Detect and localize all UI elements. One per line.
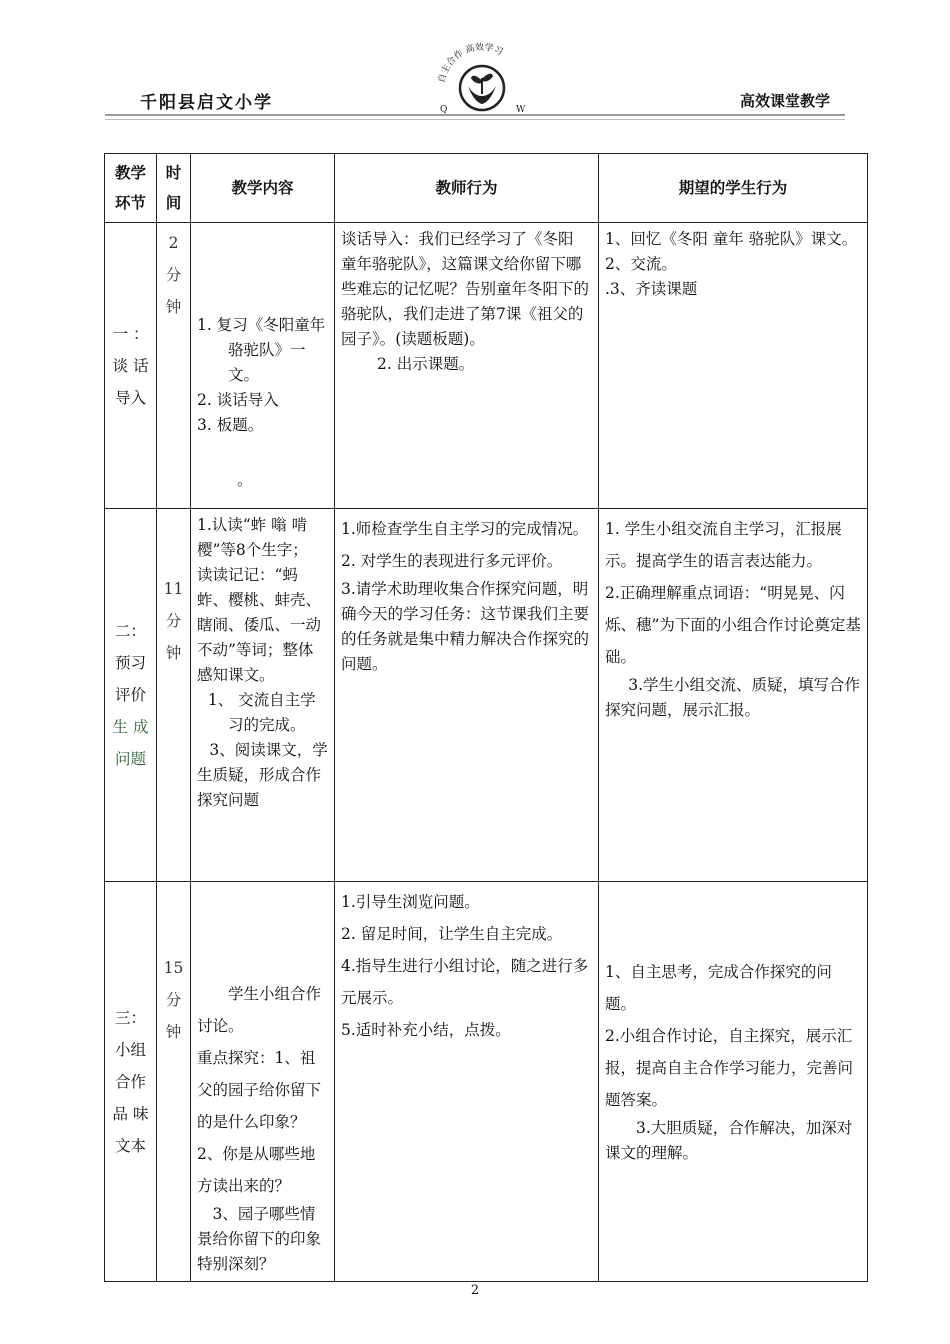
teacher-cell	[335, 509, 599, 882]
time-line: 钟	[165, 1023, 182, 1041]
student-cell	[599, 223, 868, 509]
content-cell	[191, 223, 335, 509]
teacher-item: 5.适时补充小结，点拨。	[341, 1021, 511, 1039]
time-line: 钟	[165, 644, 182, 662]
teacher-item: 2. 留足时间，让学生自主完成。	[341, 925, 563, 943]
student-item: 2.小组合作讨论，自主探究，展示汇报，提高自主合作学习能力，完善问题答案。	[605, 1027, 854, 1109]
stage-cell	[105, 223, 157, 509]
logo-q: Q	[440, 105, 448, 115]
header-stage: 教学环节	[105, 154, 157, 223]
header-rule-thin	[105, 119, 845, 120]
stage-line: 二：	[114, 622, 146, 640]
logo-w: W	[516, 105, 526, 115]
teacher-cell	[335, 882, 599, 1282]
teacher-cell	[335, 223, 599, 509]
student-item: 3.学生小组交流、质疑，填写合作探究问题，展示汇报。	[605, 676, 861, 719]
student-item: .3、齐读课题	[605, 280, 698, 298]
table-row	[105, 223, 868, 509]
student-cell	[599, 882, 868, 1282]
content-item: 2. 谈话导入	[197, 391, 279, 409]
student-item: 1. 学生小组交流自主学习，汇报展示。提高学生的语言表达能力。	[605, 520, 842, 570]
teacher-item: 2. 对学生的表现进行多元评价。	[341, 552, 563, 570]
header-slogan: 高效课堂教学	[739, 92, 830, 110]
logo-arc-text: 自主合作 高效学习	[437, 42, 505, 84]
page-number: 2	[470, 1283, 480, 1298]
content-item: 学生小组合作讨论。	[197, 985, 322, 1035]
stage-line: 问题	[114, 750, 146, 768]
content-item: 2、你是从哪些地方读出来的？	[197, 1145, 316, 1195]
stage-line: 评价	[114, 686, 146, 704]
school-logo	[418, 30, 546, 116]
table-header-row	[105, 154, 868, 223]
content-cell	[191, 509, 335, 882]
content-item: 1.认读“蚱 嗡 啃 樱”等8个生字； 读读记记：“蚂蚱、樱桃、蚌壳、瞎闹、倭瓜、一动不动”等词；整体感知课文。	[197, 516, 322, 684]
stage-line: 一 ：	[112, 324, 149, 343]
header-content: 教学内容	[191, 154, 335, 223]
stage-cell	[105, 509, 157, 882]
teacher-item: 4.指导生进行小组讨论，随之进行多元展示。	[341, 957, 589, 1007]
stage-line: 导入	[114, 388, 146, 407]
time-line: 分	[165, 266, 182, 284]
content-item: 1、 交流自主学习的完成。	[207, 691, 316, 734]
student-item: 3.大胆质疑，合作解决，加深对课文的理解。	[605, 1119, 853, 1162]
sprout-icon	[472, 75, 492, 94]
stage-line: 生 成	[112, 718, 149, 736]
content-item: 。	[237, 471, 253, 489]
time-line: 11	[163, 580, 184, 598]
content-cell	[191, 882, 335, 1282]
header-student: 期望的学生行为	[599, 154, 868, 223]
time-line: 分	[165, 612, 182, 630]
header-time: 时间	[157, 154, 191, 223]
stage-line: 预习	[114, 654, 146, 672]
stage-line: 谈 话	[112, 356, 149, 375]
teacher-item: 谈话导入：我们已经学习了《冬阳 童年骆驼队》，这篇课文给你留下哪些难忘的记忆呢？告别童年冬阳下的骆驼队，我们走进了第7课《祖父的园子》。(读题板题)。	[341, 230, 590, 348]
time-line: 分	[165, 991, 182, 1009]
stage-line: 合作	[114, 1072, 146, 1091]
teacher-item: 3.请学术助理收集合作探究问题，明确今天的学习任务：这节课我们主要的任务就是集中精力解决合作探究的问题。	[341, 580, 590, 673]
content-item: 3、园子哪些情景给你留下的印象特别深刻？	[197, 1205, 322, 1273]
time-line: 2	[168, 234, 179, 252]
stage-line: 品 味	[112, 1104, 149, 1123]
content-item: 1. 复习《冬阳童年 骆驼队》一文。	[197, 316, 326, 384]
stage-line: 三：	[114, 1008, 146, 1027]
student-item: 1、回忆《冬阳 童年 骆驼队》课文。	[605, 230, 858, 248]
teacher-item: 1.引导生浏览问题。	[341, 893, 480, 911]
time-cell	[157, 882, 191, 1282]
content-item: 3、阅读课文，学生质疑，形成合作探究问题	[197, 741, 328, 809]
time-line: 钟	[165, 298, 182, 316]
stage-line: 小组	[114, 1040, 146, 1059]
school-name: 千阳县启文小学	[140, 93, 273, 113]
time-line: 15	[163, 959, 184, 977]
teacher-item: 1.师检查学生自主学习的完成情况。	[341, 520, 589, 538]
page-header	[0, 0, 950, 150]
lesson-plan-table	[104, 153, 868, 1282]
table-row	[105, 882, 868, 1282]
stage-line: 文本	[114, 1136, 146, 1155]
header-rule	[105, 114, 845, 116]
header-teacher: 教师行为	[335, 154, 599, 223]
teacher-item: 2. 出示课题。	[377, 355, 475, 373]
content-item: 重点探究：1、祖父的园子给你留下的是什么印象？	[197, 1049, 322, 1131]
student-item: 2.正确理解重点词语：“明晃晃、闪烁、穗”为下面的小组合作讨论奠定基础。	[605, 584, 861, 666]
student-item: 1、自主思考，完成合作探究的问题。	[605, 963, 832, 1013]
table-row	[105, 509, 868, 882]
student-item: 2、交流。	[605, 255, 677, 273]
stage-cell	[105, 882, 157, 1282]
student-cell	[599, 509, 868, 882]
time-cell	[157, 223, 191, 509]
time-cell	[157, 509, 191, 882]
content-item: 3. 板题。	[197, 416, 264, 434]
